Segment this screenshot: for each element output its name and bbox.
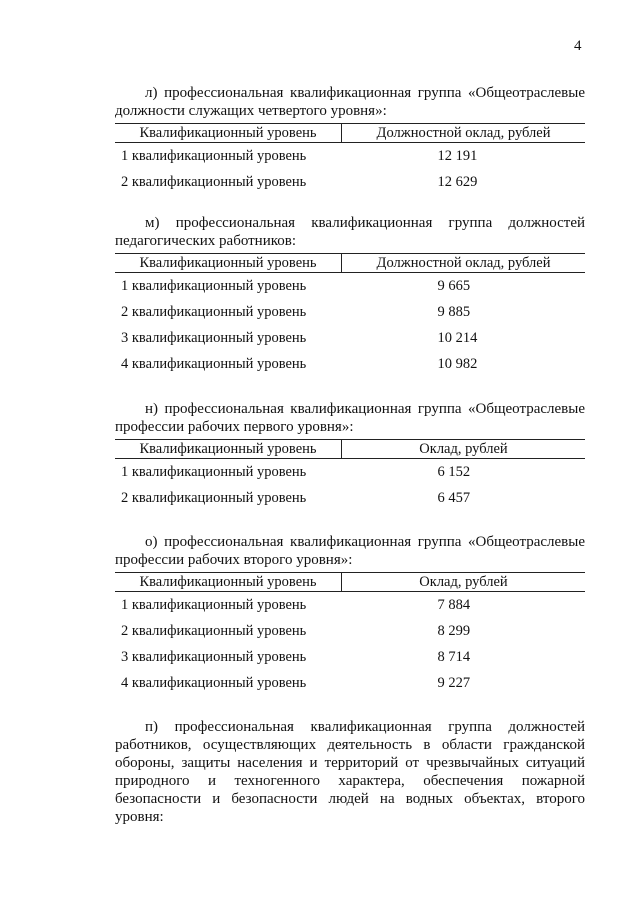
- value-cell: 9 227: [437, 674, 471, 691]
- level-cell: 3 квалификационный уровень: [121, 648, 307, 665]
- paragraph-line: уровня:: [115, 809, 164, 825]
- page-number: 4: [574, 38, 582, 54]
- section-m: [115, 214, 585, 377]
- level-cell: 4 квалификационный уровень: [121, 674, 307, 691]
- value-cell: 6 457: [437, 489, 471, 506]
- table-row: [115, 273, 585, 300]
- section-heading-line: о) профессиональная квалификационная группа «Общеотраслевые: [145, 534, 585, 550]
- section-heading-line: м) профессиональная квалификационная группа должностей: [145, 215, 586, 231]
- section-l: [115, 84, 585, 195]
- table-row: [115, 325, 585, 351]
- column-header-level: Квалификационный уровень: [115, 440, 342, 459]
- section-n: [115, 400, 585, 511]
- value-cell: 12 629: [437, 173, 478, 190]
- section-heading-line: профессии рабочих первого уровня»:: [115, 419, 354, 435]
- value-cell: 8 714: [437, 648, 471, 665]
- salary-table: [115, 123, 585, 195]
- paragraph-line: обороны, защиты населения и территорий от чрезвычайных ситуаций: [115, 755, 585, 771]
- column-header-level: Квалификационный уровень: [115, 254, 342, 273]
- paragraph-line: безопасности и безопасности людей на водных объектах, второго: [115, 791, 585, 807]
- table-row: [115, 459, 585, 486]
- column-header-salary: Оклад, рублей: [342, 440, 586, 459]
- column-header-salary: Должностной оклад, рублей: [342, 254, 586, 273]
- value-cell: 12 191: [437, 147, 478, 164]
- section-heading-line: педагогических работников:: [115, 233, 297, 249]
- paragraph-line: п) профессиональная квалификационная группа должностей: [145, 719, 586, 735]
- value-cell: 7 884: [437, 596, 471, 613]
- value-cell: 8 299: [437, 622, 471, 639]
- level-cell: 1 квалификационный уровень: [121, 463, 307, 480]
- level-cell: 1 квалификационный уровень: [121, 147, 307, 164]
- value-cell: 9 665: [437, 277, 471, 294]
- paragraph-line: природного и техногенного характера, обеспечения пожарной: [115, 773, 585, 789]
- level-cell: 2 квалификационный уровень: [121, 303, 307, 320]
- section-heading-line: н) профессиональная квалификационная группа «Общеотраслевые: [145, 401, 585, 417]
- paragraph-line: работников, осуществляющих деятельность в области гражданской: [115, 737, 585, 753]
- section-heading-line: л) профессиональная квалификационная группа «Общеотраслевые: [145, 85, 585, 101]
- column-header-salary: Оклад, рублей: [342, 573, 586, 592]
- section-p: [115, 718, 585, 826]
- table-row: [115, 299, 585, 325]
- table-row: [115, 592, 585, 619]
- salary-table: [115, 253, 585, 377]
- section-heading-line: профессии рабочих второго уровня»:: [115, 552, 353, 568]
- column-header-level: Квалификационный уровень: [115, 573, 342, 592]
- salary-table: [115, 572, 585, 696]
- table-row: [115, 169, 585, 195]
- value-cell: 10 982: [437, 355, 478, 372]
- section-o: [115, 533, 585, 696]
- level-cell: 2 квалификационный уровень: [121, 489, 307, 506]
- column-header-salary: Должностной оклад, рублей: [342, 124, 586, 143]
- level-cell: 1 квалификационный уровень: [121, 277, 307, 294]
- table-row: [115, 644, 585, 670]
- table-row: [115, 143, 585, 170]
- level-cell: 3 квалификационный уровень: [121, 329, 307, 346]
- value-cell: 9 885: [437, 303, 471, 320]
- salary-table: [115, 439, 585, 511]
- table-row: [115, 351, 585, 377]
- value-cell: 6 152: [437, 463, 471, 480]
- value-cell: 10 214: [437, 329, 478, 346]
- table-row: [115, 485, 585, 511]
- level-cell: 4 квалификационный уровень: [121, 355, 307, 372]
- section-heading-line: должности служащих четвертого уровня»:: [115, 103, 387, 119]
- level-cell: 2 квалификационный уровень: [121, 173, 307, 190]
- level-cell: 2 квалификационный уровень: [121, 622, 307, 639]
- table-row: [115, 670, 585, 696]
- level-cell: 1 квалификационный уровень: [121, 596, 307, 613]
- column-header-level: Квалификационный уровень: [115, 124, 342, 143]
- table-row: [115, 618, 585, 644]
